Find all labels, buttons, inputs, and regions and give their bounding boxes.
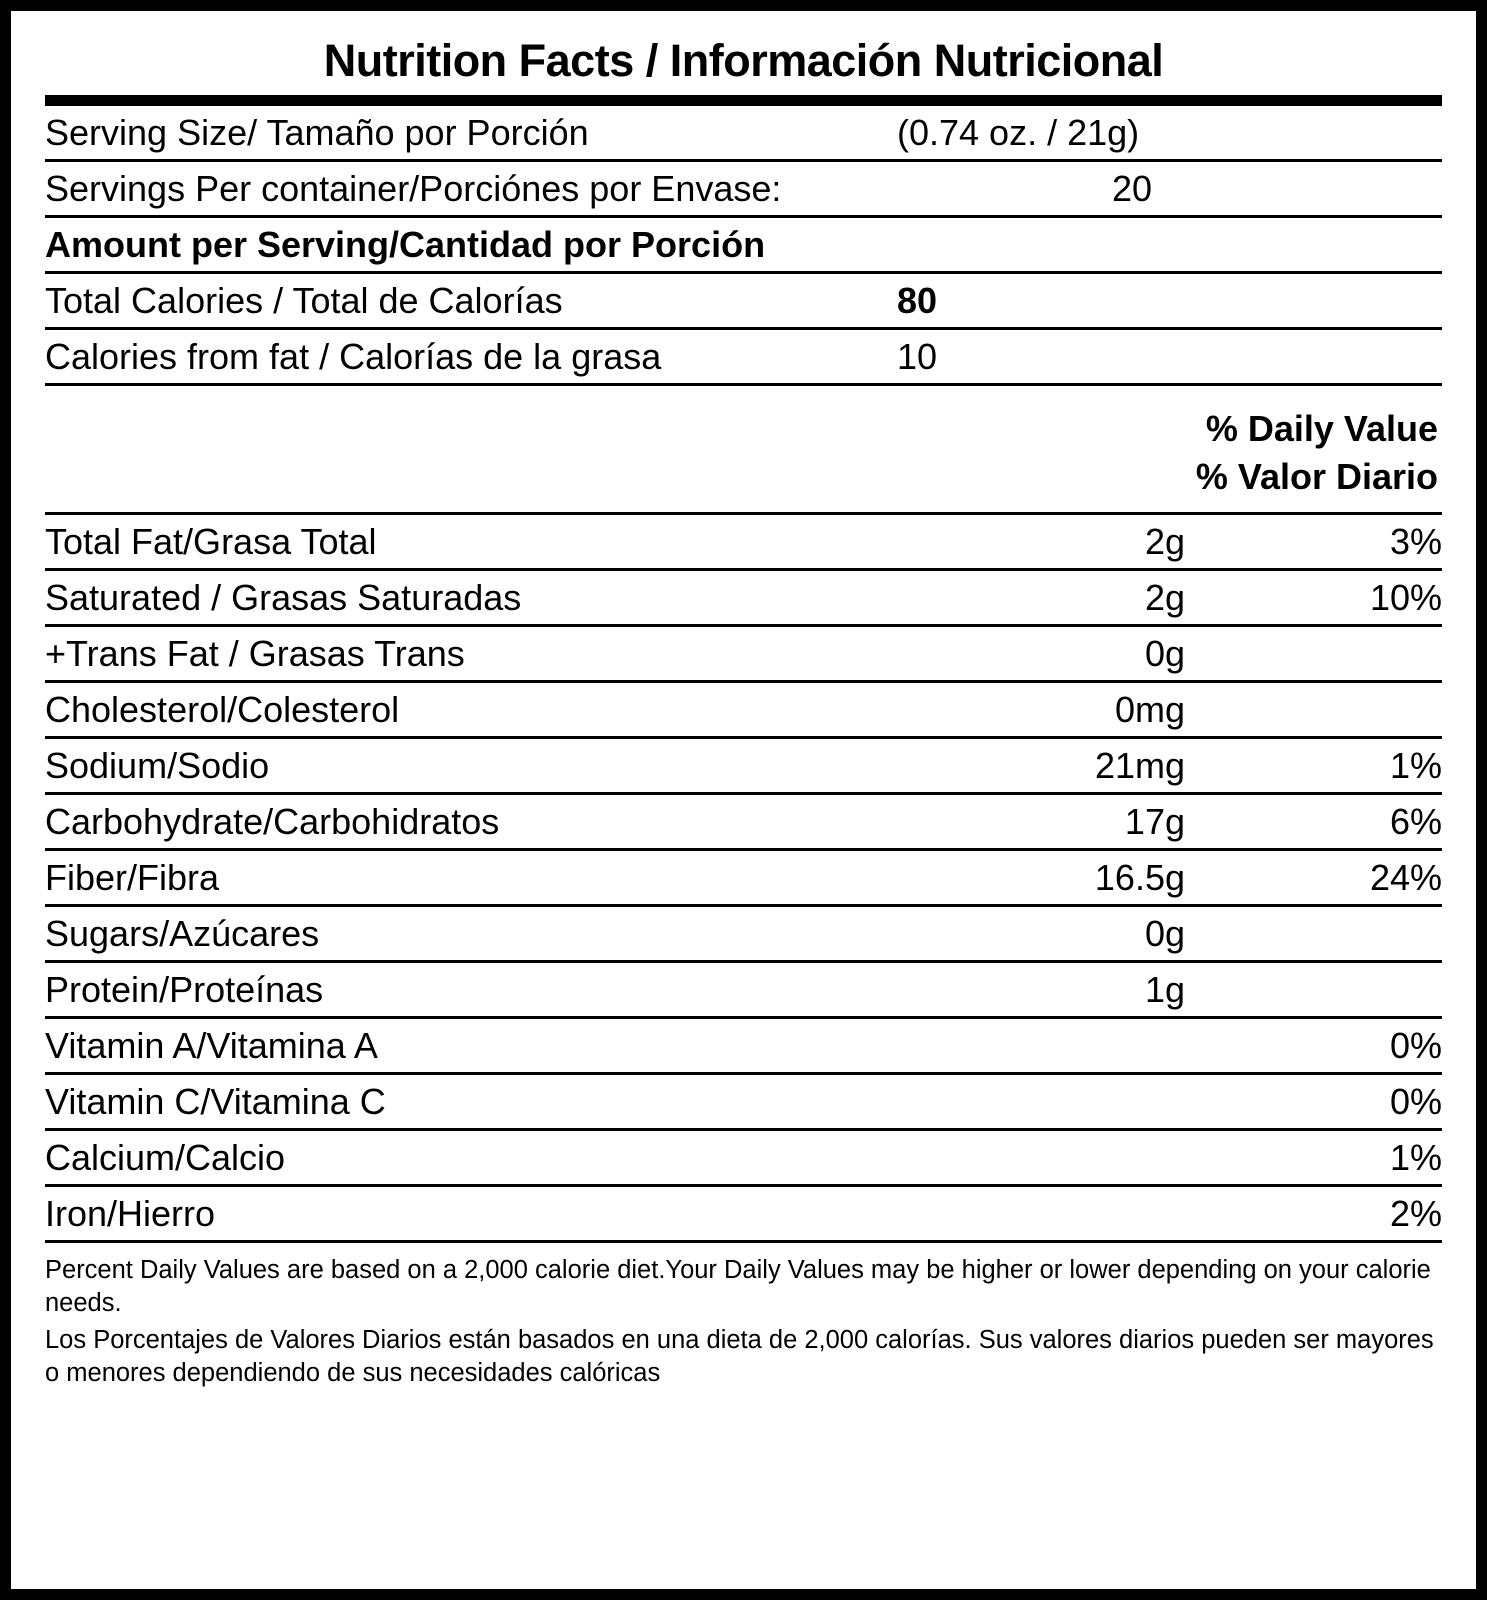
nutrient-daily-value: 10% [1369, 577, 1442, 618]
nutrient-daily-value: 1% [1389, 745, 1442, 786]
nutrient-daily-value: 2% [1389, 1193, 1442, 1234]
nutrient-amount: 21mg [1094, 745, 1185, 786]
nutrient-table [45, 515, 1442, 1243]
nutrient-daily-value: 24% [1369, 857, 1442, 898]
calories-from-fat-row [45, 330, 1442, 383]
nutrient-daily-value: 6% [1389, 801, 1442, 842]
nutrient-amount: 1g [1144, 969, 1185, 1010]
nutrient-amount: 17g [1124, 801, 1185, 842]
nutrient-name: Cholesterol/Colesterol [45, 689, 400, 730]
total-calories-row [45, 274, 1442, 327]
nutrient-amount: 0g [1144, 633, 1185, 674]
serving-size-label: Serving Size/ Tamaño por Porción [45, 112, 589, 153]
nutrient-name: Protein/Proteínas [45, 969, 324, 1010]
nutrient-name: Saturated / Grasas Saturadas [45, 577, 522, 618]
table-row [45, 683, 1442, 736]
serving-size-value: (0.74 oz. / 21g) [897, 112, 1140, 153]
nutrient-name: Sodium/Sodio [45, 745, 270, 786]
table-row [45, 851, 1442, 904]
table-row [45, 907, 1442, 960]
table-row [45, 795, 1442, 848]
table-row [45, 963, 1442, 1016]
table-row [45, 1131, 1442, 1184]
nutrient-daily-value: 0% [1389, 1025, 1442, 1066]
divider-thick [45, 95, 1442, 106]
nutrient-name: Sugars/Azúcares [45, 913, 320, 954]
nutrient-daily-value: 0% [1389, 1081, 1442, 1122]
serving-size-row [45, 106, 1442, 159]
table-row [45, 1019, 1442, 1072]
nutrient-amount: 0g [1144, 913, 1185, 954]
nutrient-amount: 16.5g [1094, 857, 1185, 898]
nutrient-amount: 2g [1144, 521, 1185, 562]
nutrient-daily-value: 1% [1389, 1137, 1442, 1178]
calories-from-fat-label: Calories from fat / Calorías de la grasa [45, 336, 662, 377]
footnote-english: Percent Daily Values are based on a 2,000 calorie diet.Your Daily Values may be higher or lower depending on your calorie needs. [45, 1256, 1431, 1318]
table-row [45, 515, 1442, 568]
amount-per-serving-row [45, 218, 1442, 271]
nutrient-name: Vitamin C/Vitamina C [45, 1081, 386, 1122]
table-row [45, 571, 1442, 624]
table-row [45, 1075, 1442, 1128]
nutrient-name: Fiber/Fibra [45, 857, 220, 898]
servings-per-container-row [45, 162, 1442, 215]
page-title: Nutrition Facts / Información Nutricional [323, 35, 1164, 86]
nutrient-name: Total Fat/Grasa Total [45, 521, 377, 562]
nutrient-name: Vitamin A/Vitamina A [45, 1025, 378, 1066]
daily-value-header-es: % Valor Diario [1195, 456, 1438, 497]
total-calories-value: 80 [897, 280, 938, 321]
total-calories-label: Total Calories / Total de Calorías [45, 280, 563, 321]
servings-per-container-label: Servings Per container/Porciónes por Envase: [45, 168, 782, 209]
servings-per-container-value: 20 [1112, 168, 1153, 209]
nutrient-daily-value: 3% [1389, 521, 1442, 562]
table-row [45, 739, 1442, 792]
nutrient-amount: 0mg [1114, 689, 1185, 730]
nutrient-name: Iron/Hierro [45, 1193, 216, 1234]
footnote-spanish: Los Porcentajes de Valores Diarios están basados en una dieta de 2,000 calorías. Sus valores diarios pueden ser mayores o menores dependiendo de sus necesidades calóricas [45, 1326, 1434, 1388]
calories-from-fat-value: 10 [897, 336, 938, 377]
nutrient-amount: 2g [1144, 577, 1185, 618]
table-row [45, 1187, 1442, 1240]
daily-value-header [45, 386, 1442, 512]
nutrient-name: +Trans Fat / Grasas Trans [45, 633, 465, 674]
table-row [45, 627, 1442, 680]
nutrient-name: Calcium/Calcio [45, 1137, 286, 1178]
daily-value-header-en: % Daily Value [1205, 408, 1438, 449]
amount-per-serving-heading: Amount per Serving/Cantidad por Porción [45, 224, 766, 265]
nutrient-name: Carbohydrate/Carbohidratos [45, 801, 500, 842]
footnotes [45, 1243, 1442, 1391]
